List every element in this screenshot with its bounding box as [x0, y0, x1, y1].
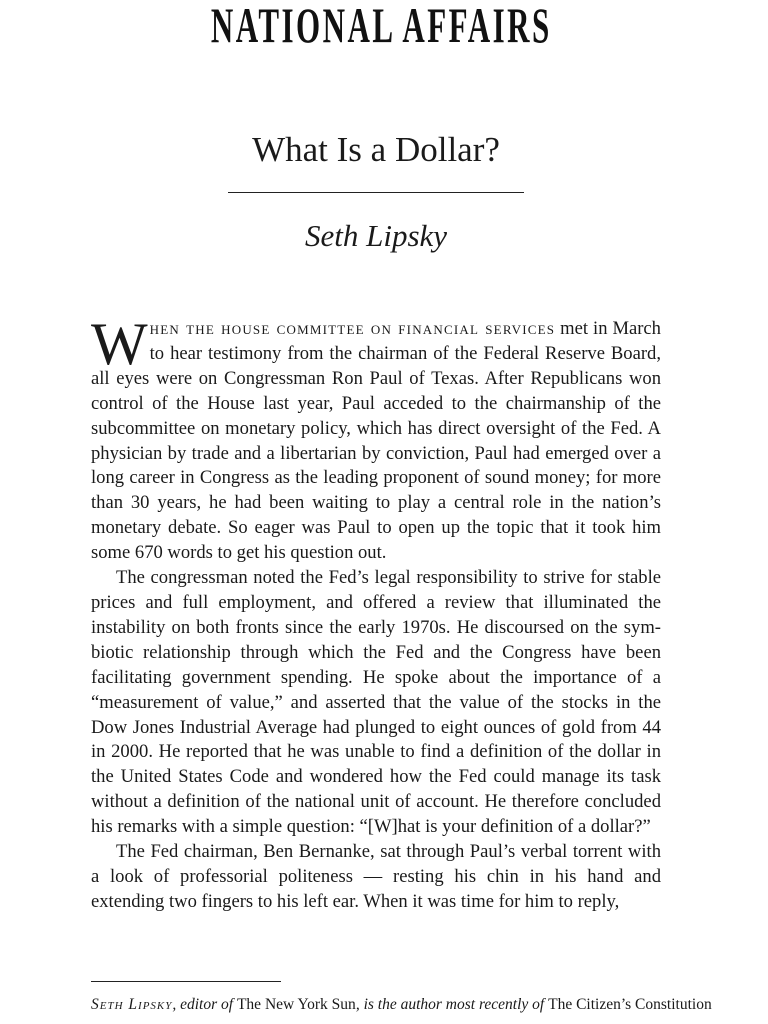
drop-cap: W: [91, 311, 148, 377]
paragraph-3: The Fed chairman, Ben Bernanke, sat through Paul’s verbal torrent with a look of professorial politeness — resting his chin in his hand and extending two fingers to his left ear. When it was time for him to reply,: [91, 841, 661, 912]
footnote-book: The Citizen’s Constitution: [548, 996, 712, 1013]
paragraph-2: The congressman noted the Fed’s legal responsibility to strive for stable prices and full employment, and offered a review that illuminated the instability on both fronts since the early 1970s. He discoursed on the symbiotic relationship through which the Fed and the Congress have been facilitating government spending. He spoke about the importance of a “measurement of value,” and asserted that the value of the stocks in the Dow Jones Industrial Average had plunged to eight ounces of gold from 44 in 2000. He reported that he was unable to find a definition of the dollar in the United States Code and wondered how the Fed could manage its task without a definition of the national unit of account. He therefore concluded his remarks with a simple question: “[W]hat is your definition of a dollar?”: [91, 567, 661, 838]
masthead: NATIONAL AFFAIRS: [210, 0, 552, 53]
footnote-author-name: Seth Lipsky: [91, 996, 173, 1013]
author-footnote: [91, 994, 712, 1016]
paragraph-1: [91, 311, 661, 566]
footnote-sep-2: , is the author most recently of: [355, 996, 549, 1013]
paragraph-1-text: met in March to hear testimony from the chairman of the Federal Reserve Board, all eyes were on Congressman Ron Paul of Texas. After Republicans won control of the House last year, Paul acceded to the chairmanship of the subcommittee on monetary policy, which has direct oversight of the Fed. A physician by trade and a libertarian by conviction, Paul had emerged over a long career in Congress as the leading proponent of sound money; for more than 30 years, he had been waiting to play a central role in the nation’s monetary debate. So eager was Paul to open up the topic that it took him some 670 words to get his question out.: [91, 318, 661, 564]
title-divider: [228, 192, 524, 193]
footnote-publication: The New York Sun: [236, 996, 356, 1013]
footnote-divider: [91, 981, 281, 982]
footnote-sep-1: , editor of: [172, 996, 237, 1013]
article-body: [91, 311, 661, 915]
article-author: Seth Lipsky: [304, 218, 448, 253]
article-title: What Is a Dollar?: [252, 130, 500, 169]
lead-in-smallcaps: hen the house committee on financial services: [149, 318, 556, 339]
